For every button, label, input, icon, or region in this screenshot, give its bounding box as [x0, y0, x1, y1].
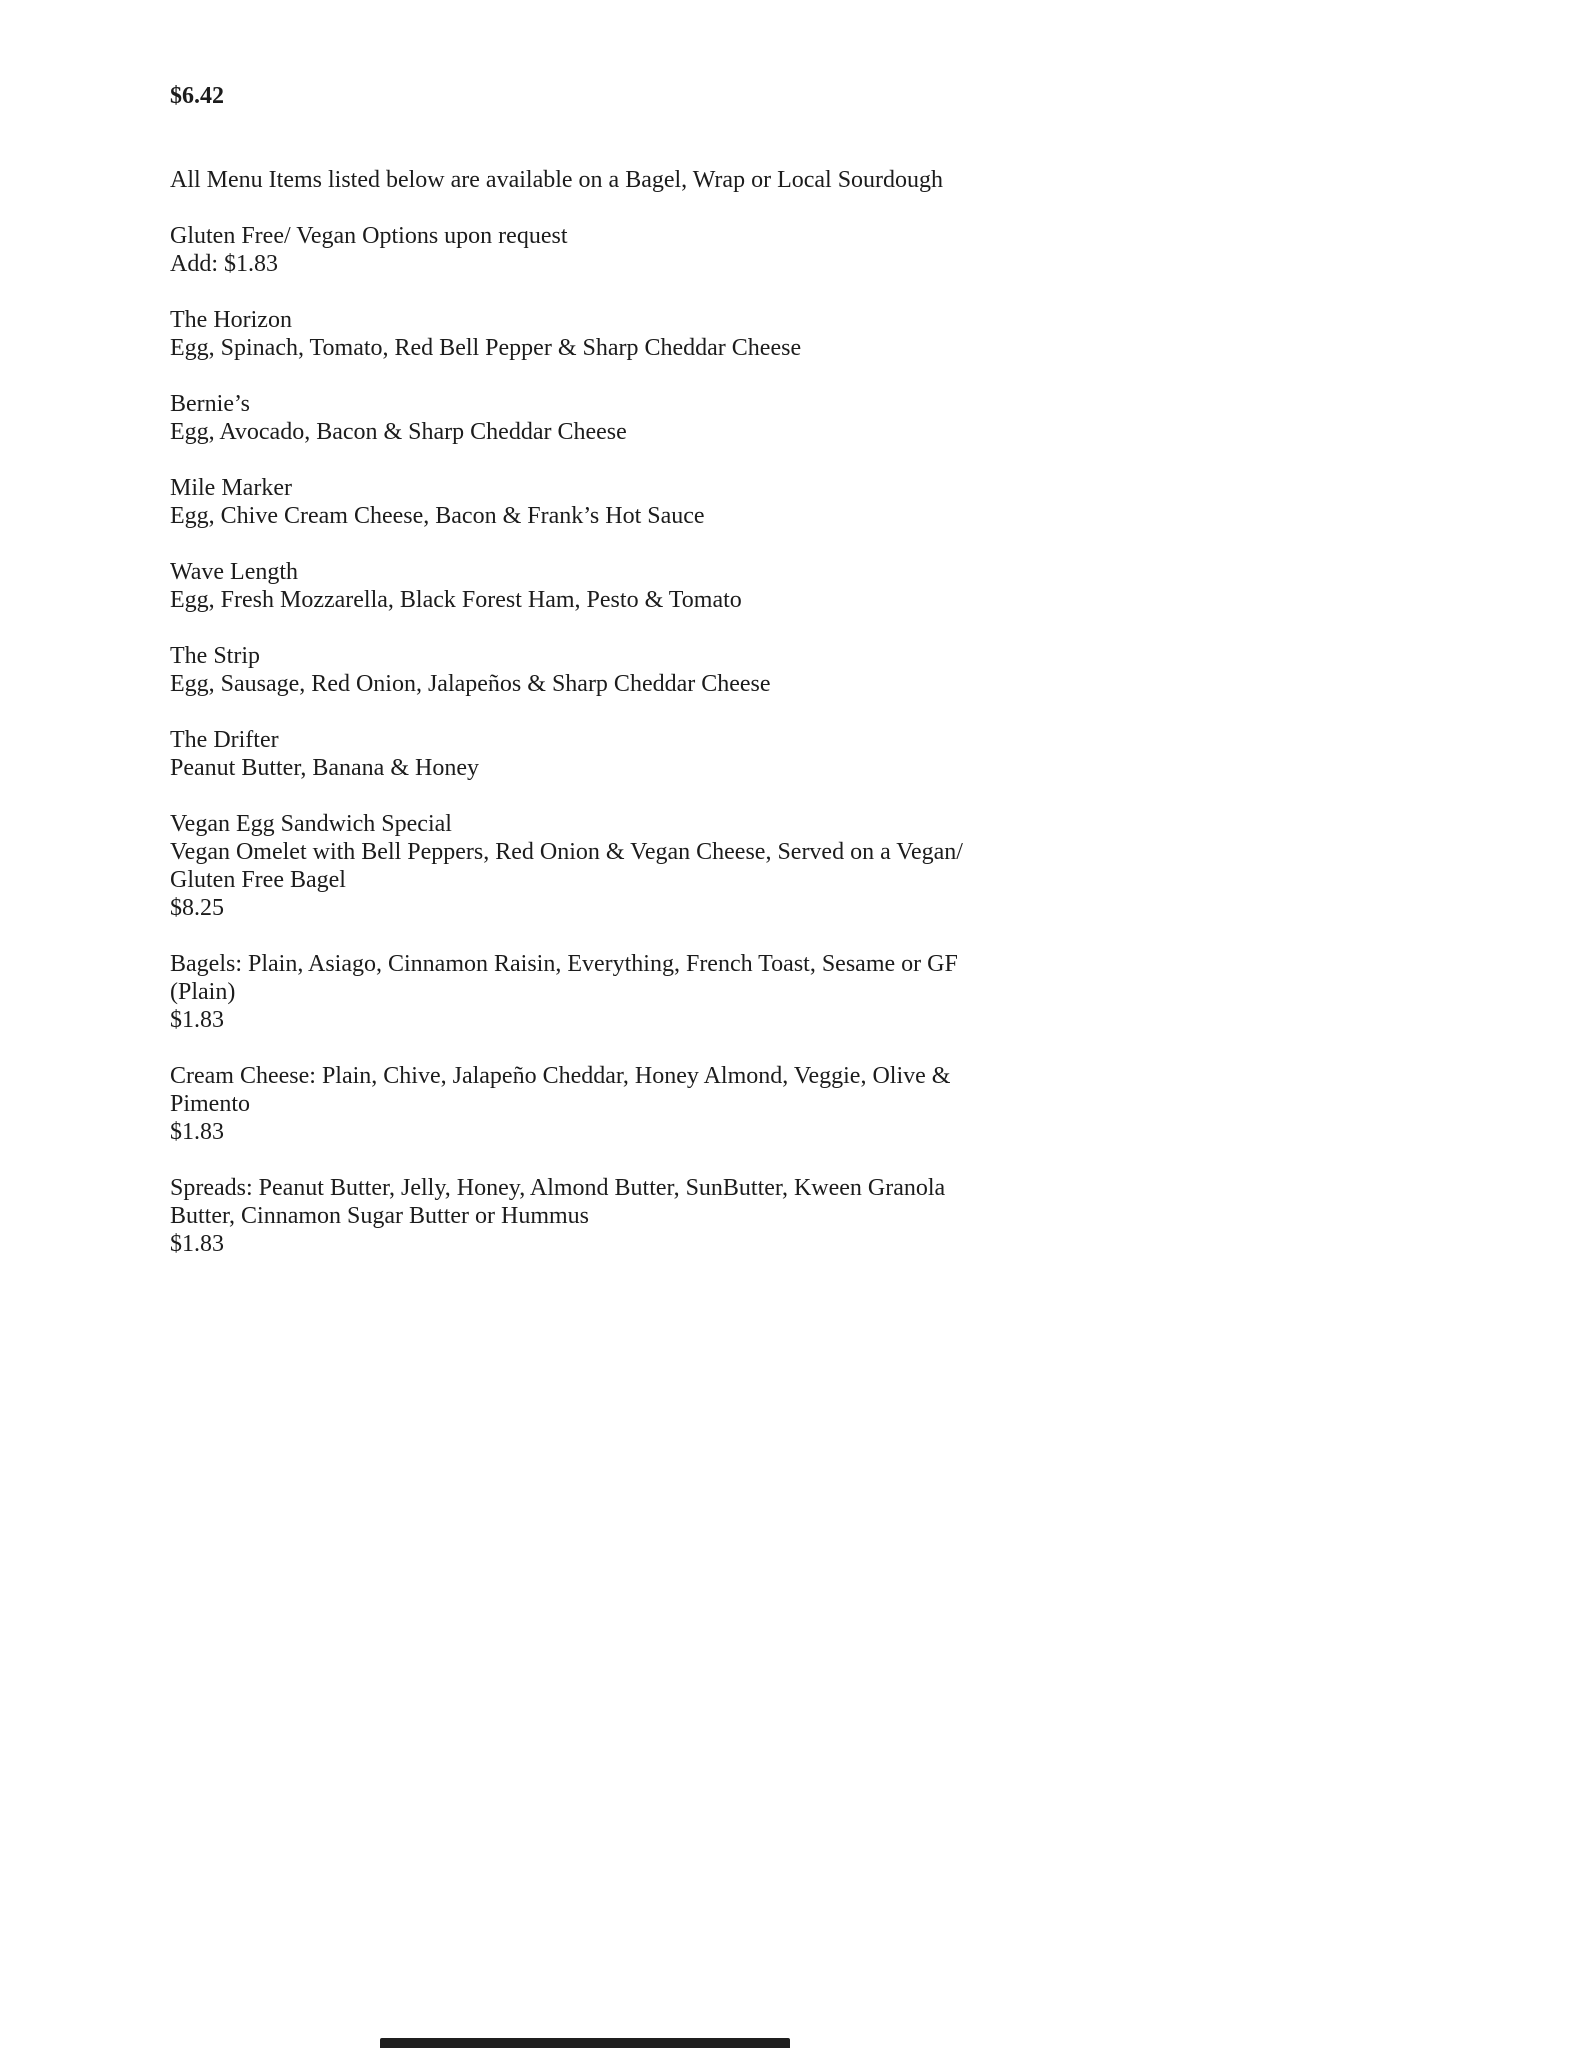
menu-item-desc: Egg, Chive Cream Cheese, Bacon & Frank’s Hot Sauce — [170, 503, 705, 529]
spreads-price: $1.83 — [170, 1231, 224, 1257]
special-desc: Vegan Omelet with Bell Peppers, Red Onion & Vegan Cheese, Served on a Vegan/ Gluten Free Bagel — [170, 839, 963, 893]
cream-cheese-section — [170, 1062, 1002, 1146]
menu-item-the-horizon — [170, 306, 1002, 362]
menu-item-name: The Horizon — [170, 307, 292, 333]
menu-item-name: The Strip — [170, 643, 260, 669]
menu-document — [170, 82, 1002, 1286]
menu-item-wave-length — [170, 558, 1002, 614]
intro-line: All Menu Items listed below are available on a Bagel, Wrap or Local Sourdough — [170, 167, 944, 193]
special-price: $8.25 — [170, 895, 224, 921]
gf-vegan-options — [170, 222, 1002, 278]
menu-item-the-strip — [170, 642, 1002, 698]
bottom-edge-artifact — [380, 2038, 790, 2048]
menu-item-desc: Peanut Butter, Banana & Honey — [170, 755, 479, 781]
spreads-section — [170, 1174, 1002, 1258]
menu-item-desc: Egg, Avocado, Bacon & Sharp Cheddar Cheese — [170, 419, 627, 445]
cream-cheese-price: $1.83 — [170, 1119, 224, 1145]
menu-item-name: Bernie’s — [170, 391, 250, 417]
bagels-section — [170, 950, 1002, 1034]
menu-item-name: The Drifter — [170, 727, 279, 753]
menu-item-mile-marker — [170, 474, 1002, 530]
special-name: Vegan Egg Sandwich Special — [170, 811, 452, 837]
menu-item-bernies — [170, 390, 1002, 446]
menu-item-the-drifter — [170, 726, 1002, 782]
gf-vegan-options-price: Add: $1.83 — [170, 251, 278, 277]
bagels-text: Bagels: Plain, Asiago, Cinnamon Raisin, Everything, French Toast, Sesame or GF (Plain) — [170, 951, 958, 1005]
menu-item-name: Mile Marker — [170, 475, 292, 501]
bagels-price: $1.83 — [170, 1007, 224, 1033]
top-price: $6.42 — [170, 83, 224, 109]
cream-cheese-text: Cream Cheese: Plain, Chive, Jalapeño Cheddar, Honey Almond, Veggie, Olive & Pimento — [170, 1063, 951, 1117]
gf-vegan-options-text: Gluten Free/ Vegan Options upon request — [170, 223, 568, 249]
menu-item-name: Wave Length — [170, 559, 299, 585]
vegan-egg-sandwich-special — [170, 810, 1002, 922]
menu-item-desc: Egg, Fresh Mozzarella, Black Forest Ham, Pesto & Tomato — [170, 587, 742, 613]
menu-item-desc: Egg, Sausage, Red Onion, Jalapeños & Sharp Cheddar Cheese — [170, 671, 771, 697]
menu-item-desc: Egg, Spinach, Tomato, Red Bell Pepper & Sharp Cheddar Cheese — [170, 335, 802, 361]
spreads-text: Spreads: Peanut Butter, Jelly, Honey, Almond Butter, SunButter, Kween Granola Butter, Cinnamon Sugar Butter or Hummus — [170, 1175, 946, 1229]
